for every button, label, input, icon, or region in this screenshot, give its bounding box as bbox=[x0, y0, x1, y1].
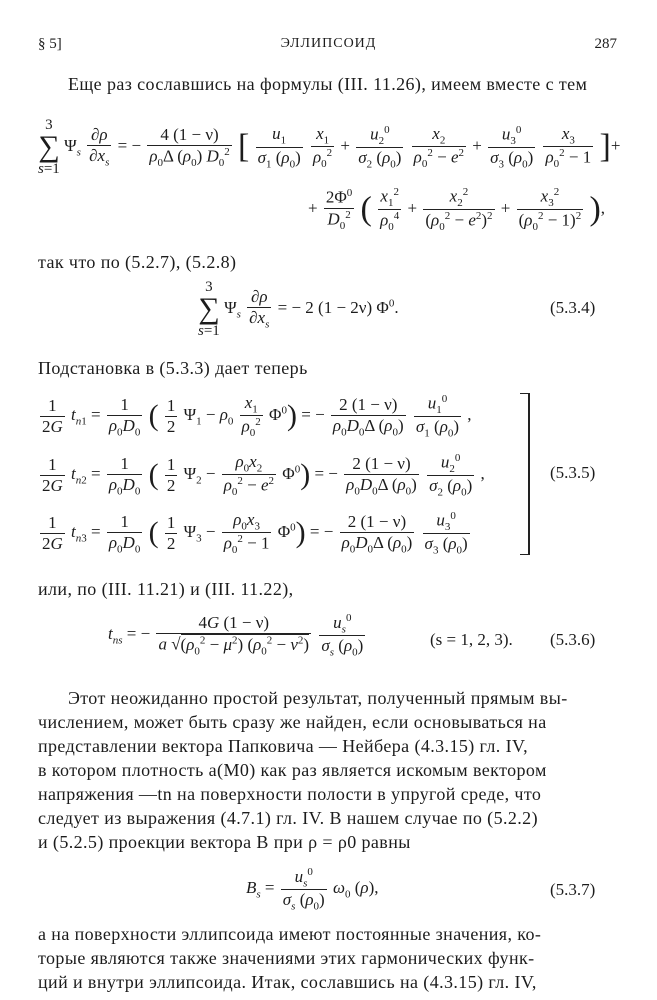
equation-sum-line2: + $\frac{2\Phi^0}{D_0^2}$ ( $\frac{x_1^2}{\rho_0^4}$ + $\frac{x_2^2}{(\rho_0^2 - e^2)^2}$ + $\frac{x_3^2}{(\rho_0^2 - 1)^2}$ ), bbox=[308, 186, 606, 234]
paragraph-surface-line3: ций и внутри эллипсоида. Итак, сославшись на (4.3.15) гл. IV, bbox=[38, 972, 537, 992]
paragraph-result-line3: представлении вектора Папковича — Нейбера (4.3.15) гл. IV, bbox=[38, 736, 528, 756]
paragraph-surface-line1: а на поверхности эллипсоида имеют постоянные значения, ко- bbox=[38, 924, 542, 944]
equation-number-536: (5.3.6) bbox=[550, 630, 596, 649]
equation-535-row3: $\frac{1}{2G}$ $t_{n3}$ = $\frac{1}{\rho_0D_0}$ ( $\frac{1}{2}$ $\Psi_3$ − $\frac{\rho_0x_3}{\rho_0^2 - 1}$ $\Phi^0$) = − $\frac{2 (1 - \nu)}{\rho_0D_0\Delta (\rho_0)}$ $\frac{u_3^0}{\sigma_3 (\rho_0)}$ bbox=[42, 510, 468, 557]
running-title: ЭЛЛИПСОИД bbox=[280, 36, 377, 51]
equation-number-534: (5.3.4) bbox=[550, 298, 596, 317]
equation-536: $t_{ns}$ = − $\frac{4G (1 - \nu)}{a √(\rho_0^2 - \mu^2) (\rho_0^2 - \nu^2)}$ $\frac{u_s^0}{\sigma_s (\rho_0)}$ bbox=[108, 612, 364, 659]
equation-number-537: (5.3.7) bbox=[550, 880, 596, 899]
page-number: 287 bbox=[594, 36, 617, 52]
paragraph-result-line4: в котором плотность a(M0) как раз является искомым вектором bbox=[38, 760, 547, 780]
equation-sum-line1: 3 ∑ s=1 $\Psi_s$ $\frac{\partial\rho}{\partial x_s}$ = − $\frac{4 (1 - \nu)}{\rho_0\Delta (\rho_0) D_0^2}$ [ $\frac{u_1}{\sigma_1 (\rho_0)}$ $\frac{x_1}{\rho_0^2}$ + $\frac{u_2^0}{\sigma_2 (\rho_0)}$ $\frac{x_2}{\rho_0^2 - e^2}$ + $\frac{u_3^0}{\sigma_3 (\rho_0)}$ $\frac{x_3}{\rho_0^2 - 1}$ ]+ bbox=[38, 117, 621, 177]
s-range: (s = 1, 2, 3). bbox=[430, 630, 513, 649]
equation-535-row2: $\frac{1}{2G}$ $t_{n2}$ = $\frac{1}{\rho_0D_0}$ ( $\frac{1}{2}$ $\Psi_2$ − $\frac{\rho_0x_2}{\rho_0^2 - e^2}$ $\Phi^0$) = − $\frac{2 (1 - \nu)}{\rho_0D_0\Delta (\rho_0)}$ $\frac{u_2^0}{\sigma_2 (\rho_0)}$ , bbox=[42, 452, 485, 499]
paragraph-intro: Еще раз сославшись на формулы (III. 11.26), имеем вместе с тем bbox=[68, 74, 588, 94]
paragraph-result-line1: Этот неожиданно простой результат, полученный прямым вы- bbox=[68, 688, 568, 708]
equation-537: $B_s$ = $\frac{u_s^0}{\sigma_s (\rho_0)}$ $\omega_0$ (ρ), bbox=[246, 866, 379, 913]
equation-number-535: (5.3.5) bbox=[550, 463, 596, 482]
paragraph-surface-line2: торые являются также значениями этих гармонических функ- bbox=[38, 948, 535, 968]
paragraph-result-line6: следует из выражения (4.7.1) гл. IV. В нашем случае по (5.2.2) bbox=[38, 808, 538, 828]
system-brace bbox=[520, 393, 530, 555]
equation-535-row1: $\frac{1}{2G}$ $t_{n1}$ = $\frac{1}{\rho_0D_0}$ ( $\frac{1}{2}$ $\Psi_1 - \rho_0$ $\frac{x_1}{\rho_0^2}$ $\Phi^0$) = − $\frac{2 (1 - \nu)}{\rho_0D_0\Delta (\rho_0)}$ $\frac{u_1^0}{\sigma_1 (\rho_0)}$ , bbox=[42, 393, 472, 440]
paragraph-or: или, по (III. 11.21) и (III. 11.22), bbox=[38, 579, 294, 599]
equation-534: 3 ∑ s=1 $\Psi_s$ $\frac{\partial\rho}{\partial x_s}$ = − 2 (1 − 2ν) $\Phi^0$. bbox=[198, 279, 399, 339]
paragraph-result-line7: и (5.2.5) проекции вектора B при ρ = ρ0 равны bbox=[38, 832, 411, 852]
paragraph-result-line2: числением, может быть сразу же найден, если основываться на bbox=[38, 712, 547, 732]
section-marker: § 5] bbox=[38, 36, 62, 52]
paragraph-so-that: так что по (5.2.7), (5.2.8) bbox=[38, 252, 237, 272]
paragraph-result-line5: напряжения —tn на поверхности полости в упругой среде, что bbox=[38, 784, 542, 804]
paragraph-substitution: Подстановка в (5.3.3) дает теперь bbox=[38, 358, 308, 378]
